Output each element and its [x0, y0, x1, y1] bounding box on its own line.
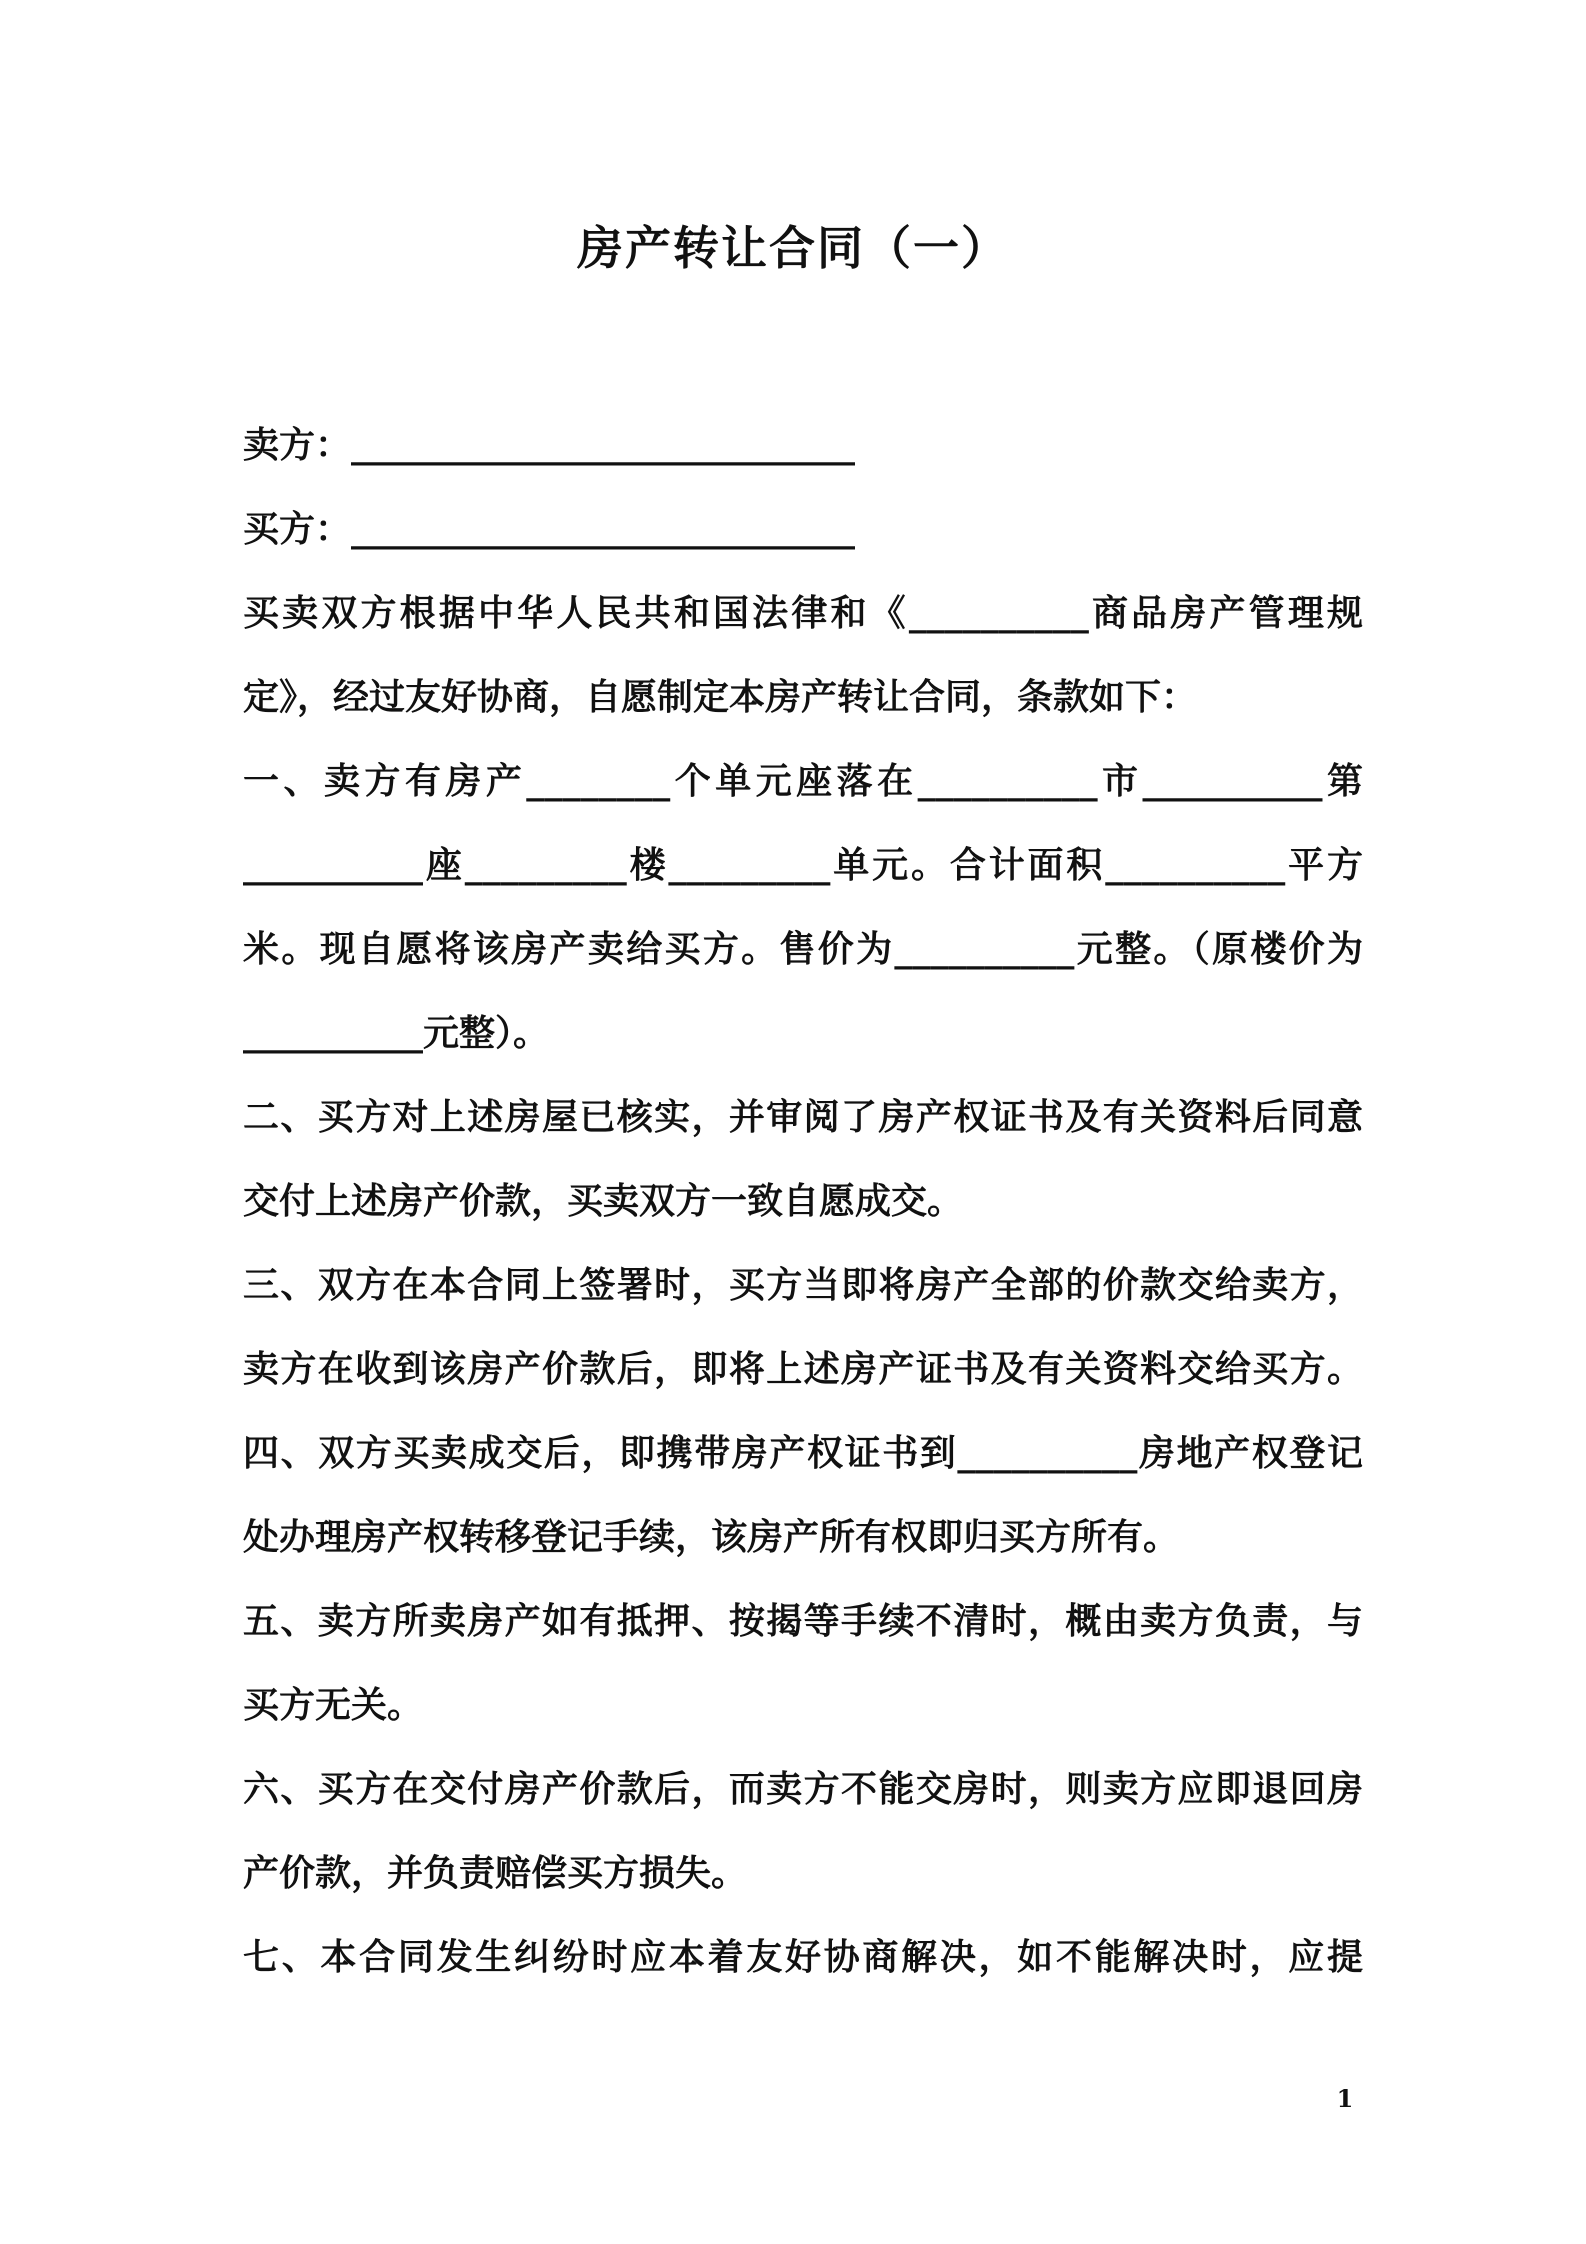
buyer-line: 买方：____________________________ [243, 509, 856, 550]
clause-4-line-2: 处办理房产权转移登记手续，该房产所有权即归买方所有。 [243, 1517, 1180, 1558]
clause-7-line-1: 七、本合同发生纠纷时应本着友好协商解决，如不能解决时，应提 [243, 1937, 1363, 1978]
clause-2-line-2: 交付上述房产价款，买卖双方一致自愿成交。 [243, 1181, 964, 1222]
preamble-line-1: 买卖双方根据中华人民共和国法律和《__________商品房产管理规 [243, 593, 1363, 634]
clause-1-line-1: 一、卖方有房产________个单元座落在__________市__________第 [243, 761, 1363, 802]
clause-1-line-2: __________座_________楼_________单元。合计面积__________平方 [243, 845, 1363, 886]
clause-1-line-3: 米。现自愿将该房产卖给买方。售价为__________元整。（原楼价为 [243, 929, 1363, 970]
clause-5-line-2: 买方无关。 [243, 1685, 424, 1726]
page-number: 1 [1336, 2084, 1354, 2113]
clause-2-line-1: 二、买方对上述房屋已核实，并审阅了房产权证书及有关资料后同意 [243, 1097, 1363, 1138]
clause-3-line-1: 三、双方在本合同上签署时，买方当即将房产全部的价款交给卖方， [243, 1265, 1363, 1306]
document-title: 房产转让合同（一） [577, 221, 1009, 275]
clause-1-line-4: __________元整）。 [243, 1013, 550, 1054]
clause-6-line-1: 六、买方在交付房产价款后，而卖方不能交房时，则卖方应即退回房 [243, 1769, 1363, 1810]
document-body [243, 404, 1363, 2000]
preamble-line-2: 定》，经过友好协商，自愿制定本房产转让合同，条款如下： [243, 677, 1198, 718]
clause-3-line-2: 卖方在收到该房产价款后，即将上述房产证书及有关资料交给买方。 [243, 1349, 1363, 1390]
clause-5-line-1: 五、卖方所卖房产如有抵押、按揭等手续不清时，概由卖方负责，与 [243, 1601, 1363, 1642]
clause-6-line-2: 产价款，并负责赔偿买方损失。 [243, 1853, 748, 1894]
seller-line: 卖方：____________________________ [243, 425, 856, 466]
clause-4-line-1: 四、双方买卖成交后，即携带房产权证书到__________房地产权登记 [243, 1433, 1363, 1474]
